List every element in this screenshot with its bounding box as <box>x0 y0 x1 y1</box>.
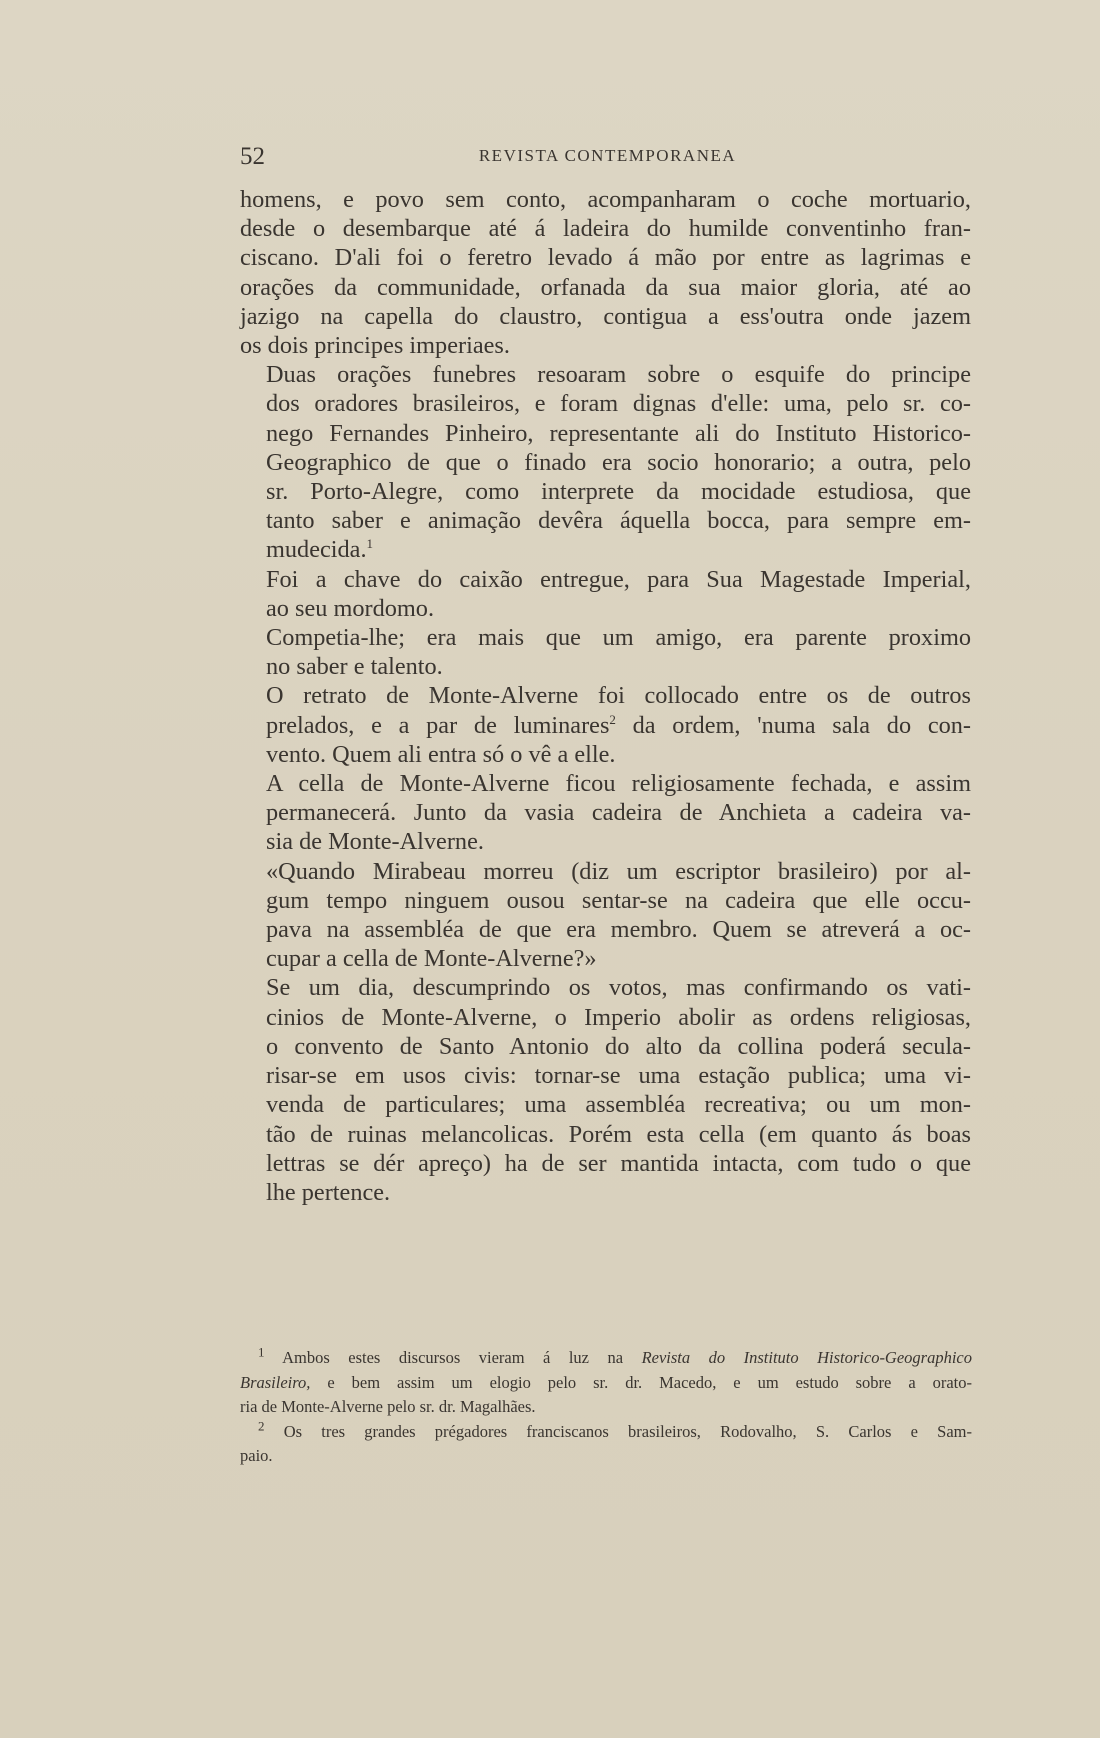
text-line: prelados, e a par de luminares$^2$ da ordem, 'numa sala do con- <box>266 711 972 739</box>
footnote <box>240 1420 972 1469</box>
paragraph <box>240 973 971 1207</box>
text-line: tão de ruinas melancolicas. Porém esta cella (em quanto ás boas <box>266 1120 971 1148</box>
text-line: ao seu mordomo. <box>266 594 435 622</box>
paragraph <box>240 769 971 857</box>
text-line: os dois principes imperiaes. <box>240 332 510 360</box>
paragraph <box>240 681 971 769</box>
footnote-number: 2 <box>258 1418 265 1433</box>
text-line: risar-se em usos civis: tornar-se uma estação publica; uma vi- <box>266 1062 971 1090</box>
footnote-line: paio. <box>240 1446 273 1465</box>
paragraph <box>240 565 971 623</box>
text-line: venda de particulares; uma assembléa recreativa; ou um mon- <box>266 1091 971 1119</box>
text-line: permanecerá. Junto da vasia cadeira de Anchieta a cadeira va- <box>266 799 971 827</box>
footnote-marker: 2 <box>609 711 616 727</box>
text-line: pava na assembléa de que era membro. Quem se atreverá a oc- <box>266 916 971 944</box>
text-line: «Quando Mirabeau morreu (diz um escriptor brasileiro) por al- <box>266 857 971 885</box>
footnote <box>240 1346 972 1420</box>
paragraph <box>240 360 971 564</box>
page-header <box>240 143 975 173</box>
text-line: Foi a chave do caixão entregue, para Sua Magestade Imperial, <box>266 565 971 593</box>
text-line: Duas orações funebres resoaram sobre o esquife do principe <box>266 361 971 389</box>
text-line: tanto saber e animação devêra áquella bocca, para sempre em- <box>266 507 971 535</box>
footnote-marker: 1 <box>366 536 374 552</box>
footnote-line: ria de Monte-Alverne pelo sr. dr. Magalhães. <box>240 1397 536 1416</box>
text-line: o convento de Santo Antonio do alto da collina poderá secula- <box>266 1032 971 1060</box>
page-number: 52 <box>240 143 265 170</box>
footnote-number: 1 <box>258 1344 265 1360</box>
text-line: A cella de Monte-Alverne ficou religiosamente fechada, e assim <box>266 770 971 798</box>
text-line: desde o desembarque até á ladeira do humilde conventinho fran- <box>240 215 971 243</box>
text-line: gum tempo ninguem ousou sentar-se na cadeira que elle occu- <box>266 886 971 914</box>
text-line: jazigo na capella do claustro, contigua a ess'outra onde jazem <box>240 302 971 330</box>
text-line: dos oradores brasileiros, e foram dignas d'elle: uma, pelo sr. co- <box>266 390 971 418</box>
text-line: lhe pertence. <box>266 1178 391 1206</box>
paragraph <box>240 185 971 360</box>
text-line: orações da communidade, orfanada da sua maior gloria, até ao <box>240 273 971 301</box>
running-title: REVISTA CONTEMPORANEA <box>478 146 737 165</box>
footnote-line: $^1$ Ambos estes discursos vieram á luz na Revista do Instituto Historico-Geographico <box>258 1344 973 1367</box>
text-line: cupar a cella de Monte-Alverne?» <box>266 945 597 973</box>
footnotes <box>240 1346 972 1469</box>
footnote-line: $^2$ Os tres grandes prégadores franciscanos brasileiros, Rodovalho, S. Carlos e Sam- <box>258 1418 973 1441</box>
text-line: Competia-lhe; era mais que um amigo, era parente proximo <box>266 624 971 652</box>
text-line: no saber e talento. <box>266 653 443 681</box>
text-line: Geographico de que o finado era socio honorario; a outra, pelo <box>266 448 971 476</box>
text-line: ciscano. D'ali foi o feretro levado á mão por entre as lagrimas e <box>240 244 971 272</box>
body-text <box>240 185 971 1207</box>
text-line: vento. Quem ali entra só o vê a elle. <box>266 740 616 768</box>
footnote-line: Brasileiro, e bem assim um elogio pelo sr. dr. Macedo, e um estudo sobre a orato- <box>240 1372 972 1392</box>
text-line: Se um dia, descumprindo os votos, mas confirmando os vati- <box>266 974 971 1002</box>
text-line: nego Fernandes Pinheiro, representante ali do Instituto Historico- <box>266 419 971 447</box>
text-line: sr. Porto-Alegre, como interprete da mocidade estudiosa, que <box>266 478 971 506</box>
text-line: O retrato de Monte-Alverne foi collocado entre os de outros <box>266 682 971 710</box>
text-line: lettras se dér apreço) ha de ser mantida intacta, com tudo o que <box>266 1149 971 1177</box>
paragraph <box>240 857 971 974</box>
text-line: mudecida.$^1$ <box>266 536 374 564</box>
text-line: homens, e povo sem conto, acompanharam o coche mortuario, <box>240 186 971 213</box>
paragraph <box>240 623 971 681</box>
text-line: cinios de Monte-Alverne, o Imperio abolir as ordens religiosas, <box>266 1003 971 1031</box>
text-line: sia de Monte-Alverne. <box>266 828 484 856</box>
